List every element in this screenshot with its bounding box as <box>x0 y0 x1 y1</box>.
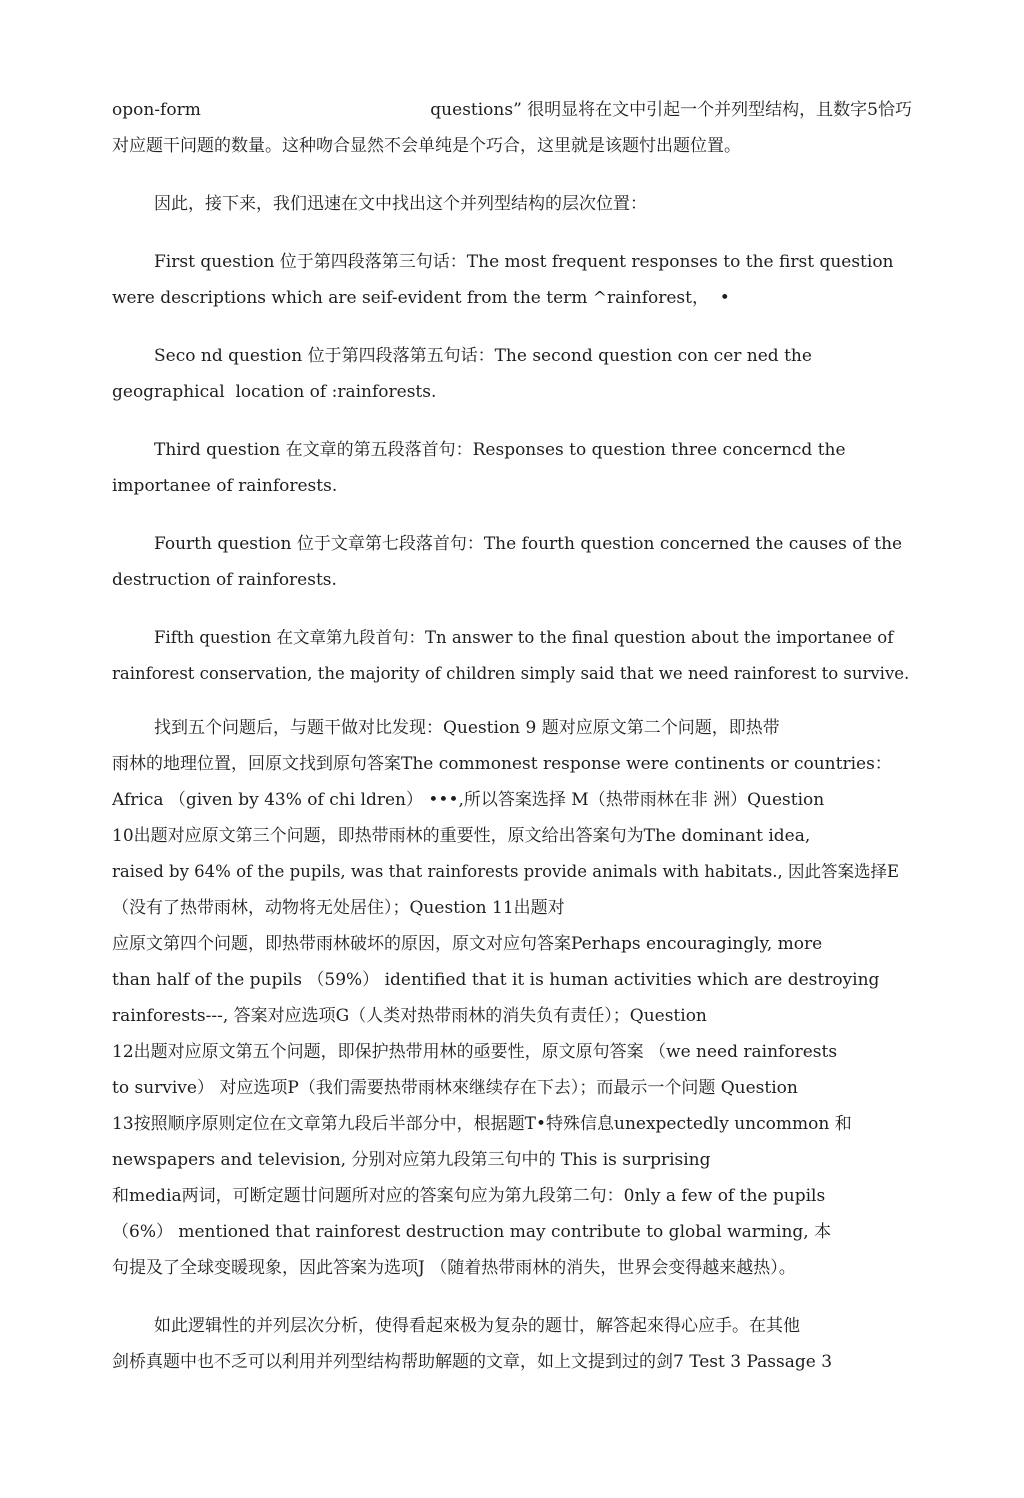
text-segment: importanee of rainforests. <box>112 476 338 496</box>
text-line <box>112 1344 912 1380</box>
text-segment: Fourth question 位于文章第七段落首句：The fourth question concerned the causes of the <box>154 534 903 554</box>
text-segment: Seco nd question 位于第四段落第五句话：The second question con cer ned the <box>154 346 812 366</box>
text-line <box>112 746 912 782</box>
text-line <box>112 1070 912 1106</box>
text-line <box>112 128 912 164</box>
text-line <box>112 926 912 962</box>
paragraph <box>112 338 912 410</box>
text-segment: destruction of rainforests. <box>112 570 337 590</box>
text-line <box>112 890 912 926</box>
text-segment: 如此逻辑性的并列层次分析，使得看起來极为复杂的题廿，解答起來得心应手。在其他 <box>154 1316 800 1336</box>
text-line <box>112 1034 912 1070</box>
text-segment: rainforests---, 答案对应选项G（人类对热带雨林的消失负有责任）；Question <box>112 1006 707 1026</box>
text-segment: 找到五个问题后，与题干做对比发现：Question 9 题对应原文第二个问题，即热带 <box>154 718 780 738</box>
paragraph <box>112 620 912 692</box>
text-segment: rainforest conservation, the majority of children simply said that we need rainforest to survive. <box>112 664 910 683</box>
text-line <box>112 710 912 746</box>
text-line <box>112 432 912 468</box>
text-line <box>112 1178 912 1214</box>
text-segment: Fifth question 在文章第九段首句：Tn answer to the final question about the importanee of <box>154 628 894 647</box>
text-segment: 10出题对应原文第三个问题，即热带雨林的重要性，原文给出答案句为The dominant idea, <box>112 826 811 846</box>
text-line <box>112 1250 912 1286</box>
text-line <box>112 962 912 998</box>
text-segment: First question 位于第四段落第三句话：The most frequent responses to the first question <box>154 252 894 272</box>
text-line <box>112 1214 912 1250</box>
document-page <box>112 92 912 1380</box>
paragraph <box>112 186 912 222</box>
text-line <box>112 562 912 598</box>
text-line <box>112 244 912 280</box>
text-line <box>112 338 912 374</box>
text-line <box>112 1308 912 1344</box>
text-line <box>112 656 912 692</box>
text-segment: were descriptions which are seif-evident from the term ^rainforest， • <box>112 288 730 308</box>
text-segment: 和media两词，可断定题廿问题所对应的答案句应为第九段第二句：0nly a few of the pupils <box>112 1186 826 1206</box>
text-segment: Third question 在文章的第五段落首句：Responses to question three concerncd the <box>154 440 846 460</box>
text-segment: 雨林的地理位置，回原文找到原句答案The commonest response were continents or countries： <box>112 754 892 774</box>
text-segment: （没有了热带雨林，动物将无处居住）；Question 11出题对 <box>112 898 565 918</box>
text-line <box>112 620 912 656</box>
text-segment: than half of the pupils （59%） identified that it is human activities which are destroying <box>112 970 880 990</box>
text-line <box>112 280 912 316</box>
text-segment: 对应题干问题的数量。这种吻合显然不会单纯是个巧合，这里就是该题忖出题位置。 <box>112 136 741 156</box>
text-line <box>112 854 912 890</box>
text-segment: 12出题对应原文第五个问题，即保护热带用林的亟要性，原文原句答案 （we need rainforests <box>112 1042 838 1062</box>
text-segment: opon-form <box>112 100 201 120</box>
text-segment: Africa （given by 43% of chi ldren） •••,所以答案选择 M（热带雨林在非 洲）Question <box>112 790 825 810</box>
paragraph <box>112 1308 912 1380</box>
text-segment: 剑桥真题中也不乏可以利用并列型结构帮助解题的文章，如上文提到过的剑7 Test 3 Passage 3 <box>112 1352 833 1372</box>
text-segment: （6%） mentioned that rainforest destruction may contribute to global warming, 本 <box>112 1222 832 1242</box>
text-line <box>112 374 912 410</box>
paragraph <box>112 92 912 164</box>
paragraph <box>112 526 912 598</box>
paragraph <box>112 710 912 1286</box>
text-line <box>112 782 912 818</box>
text-line <box>112 186 912 222</box>
text-segment: newspapers and television, 分别对应第九段第三句中的 This is surprising <box>112 1150 711 1170</box>
text-segment: 句提及了全球变暖现象，因此答案为选项J （随着热带雨林的消失，世界会变得越来越热）。 <box>112 1258 796 1278</box>
text-segment: 应原文第四个问题，即热带雨林破坏的原因，原文对应句答案Perhaps encouragingly, more <box>112 934 823 954</box>
text-line <box>112 1142 912 1178</box>
text-segment: raised by 64% of the pupils, was that rainforests provide animals with habitats., 因此答案选择E <box>112 862 899 881</box>
text-line <box>112 526 912 562</box>
text-line <box>112 818 912 854</box>
text-segment: 13按照顺序原则定位在文章第九段后半部分中，根据题T•特殊信息unexpectedly uncommon 和 <box>112 1114 852 1134</box>
paragraph <box>112 432 912 504</box>
text-line <box>112 998 912 1034</box>
text-line <box>112 1106 912 1142</box>
text-line <box>112 468 912 504</box>
text-segment: geographical location of :rainforests. <box>112 382 437 402</box>
text-segment: questions” 很明显将在文中引起一个并列型结构，且数字5恰巧 <box>430 100 912 120</box>
text-line <box>112 92 912 128</box>
text-segment: 因此，接下来，我们迅速在文中找出这个并列型结构的层次位置： <box>154 194 647 214</box>
text-segment: to survive） 对应选项P（我们需要热带雨林來继续存在下去）；而最示一个问题 Question <box>112 1078 798 1098</box>
paragraph <box>112 244 912 316</box>
